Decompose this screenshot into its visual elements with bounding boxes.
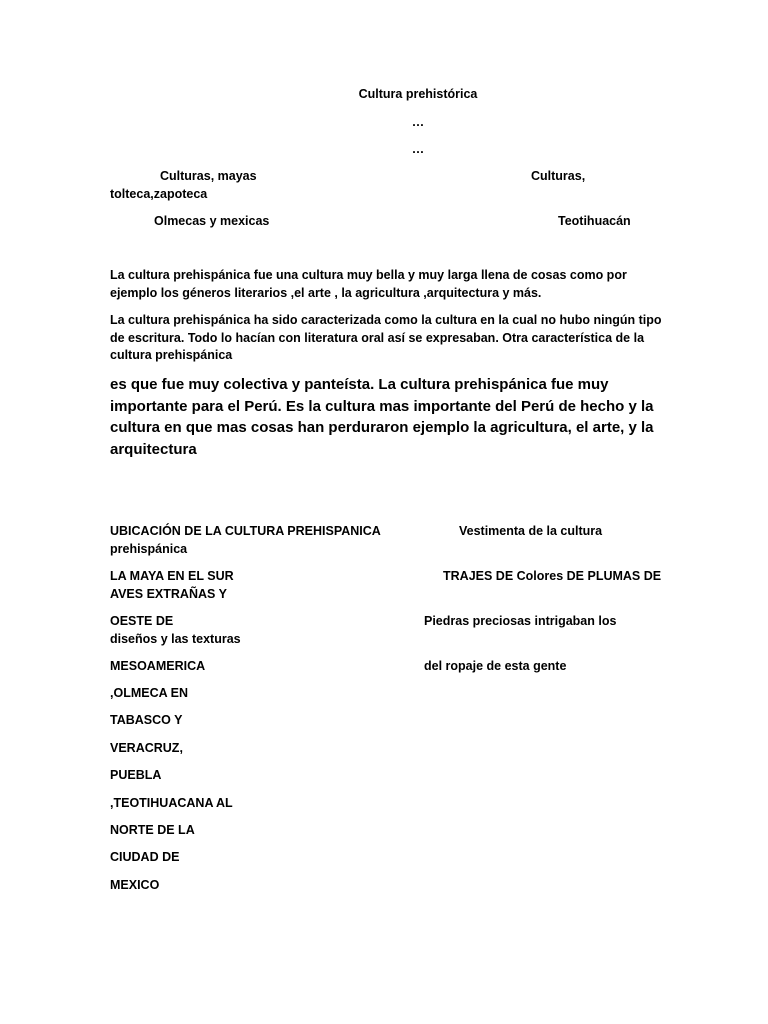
paragraph-line: cultura prehispánica — [110, 348, 233, 362]
paragraph-line: importante para el Perú. Es la cultura mas importante del Perú de hecho y la — [110, 397, 654, 415]
heading-wrap-text: prehispánica — [110, 542, 188, 556]
olmecas-mexicas-text: Olmecas y mexicas — [154, 214, 270, 228]
clothing-line: Piedras preciosas intrigaban los — [424, 614, 617, 628]
ubicacion-heading: UBICACIÓN DE LA CULTURA PREHISPANICA — [110, 524, 381, 538]
paragraph-1 — [110, 267, 670, 302]
paragraph-line: de escritura. Todo lo hacían con literatura oral así se expresaban. Otra característica de la — [110, 330, 645, 345]
paragraph-line: ejemplo los géneros literarios ,el arte , la agricultura ,arquitectura y más. — [110, 285, 542, 300]
location-line: OESTE DE — [110, 614, 174, 628]
culturas-right-text: Culturas, — [531, 169, 586, 183]
location-list-item: CIUDAD DE — [110, 850, 180, 864]
paragraph-2 — [110, 312, 670, 365]
location-list-item: VERACRUZ, — [110, 741, 183, 755]
location-list-item: PUEBLA — [110, 768, 162, 782]
paragraph-3 — [110, 374, 670, 460]
ellipsis: … — [411, 115, 425, 129]
location-list-item: TABASCO Y — [110, 713, 183, 727]
clothing-wrap-line: diseños y las texturas — [110, 632, 241, 646]
culturas-mayas-text: Culturas, mayas — [160, 169, 257, 183]
paragraph-line: cultura en que mas cosas han perduraron ejemplo la agricultura, el arte, y la — [110, 419, 654, 436]
ellipsis: … — [411, 142, 425, 156]
teotihuacan-text: Teotihuacán — [558, 214, 631, 228]
location-list-item: NORTE DE LA — [110, 823, 195, 837]
location-list-item: ,OLMECA EN — [110, 686, 189, 700]
clothing-line: TRAJES DE Colores DE PLUMAS DE — [443, 569, 662, 583]
location-list-item: MEXICO — [110, 878, 160, 892]
clothing-wrap-line: AVES EXTRAÑAS Y — [110, 587, 227, 601]
location-line: MESOAMERICA — [110, 659, 206, 673]
clothing-line: del ropaje de esta gente — [424, 659, 567, 673]
paragraph-line: La cultura prehispánica ha sido caracterizada como la cultura en la cual no hubo ningún tipo — [110, 313, 662, 327]
paragraph-line: es que fue muy colectiva y panteísta. La cultura prehispánica fue muy — [110, 376, 609, 393]
document-title: Cultura prehistórica — [358, 87, 478, 101]
paragraph-line: arquitectura — [110, 440, 197, 458]
paragraph-line: La cultura prehispánica fue una cultura muy bella y muy larga llena de cosas como por — [110, 268, 627, 282]
location-line: LA MAYA EN EL SUR — [110, 569, 234, 583]
location-list-item: ,TEOTIHUACANA AL — [110, 796, 233, 810]
tolteca-zapoteca-text: tolteca,zapoteca — [110, 187, 208, 201]
vestimenta-heading: Vestimenta de la cultura — [459, 524, 603, 538]
